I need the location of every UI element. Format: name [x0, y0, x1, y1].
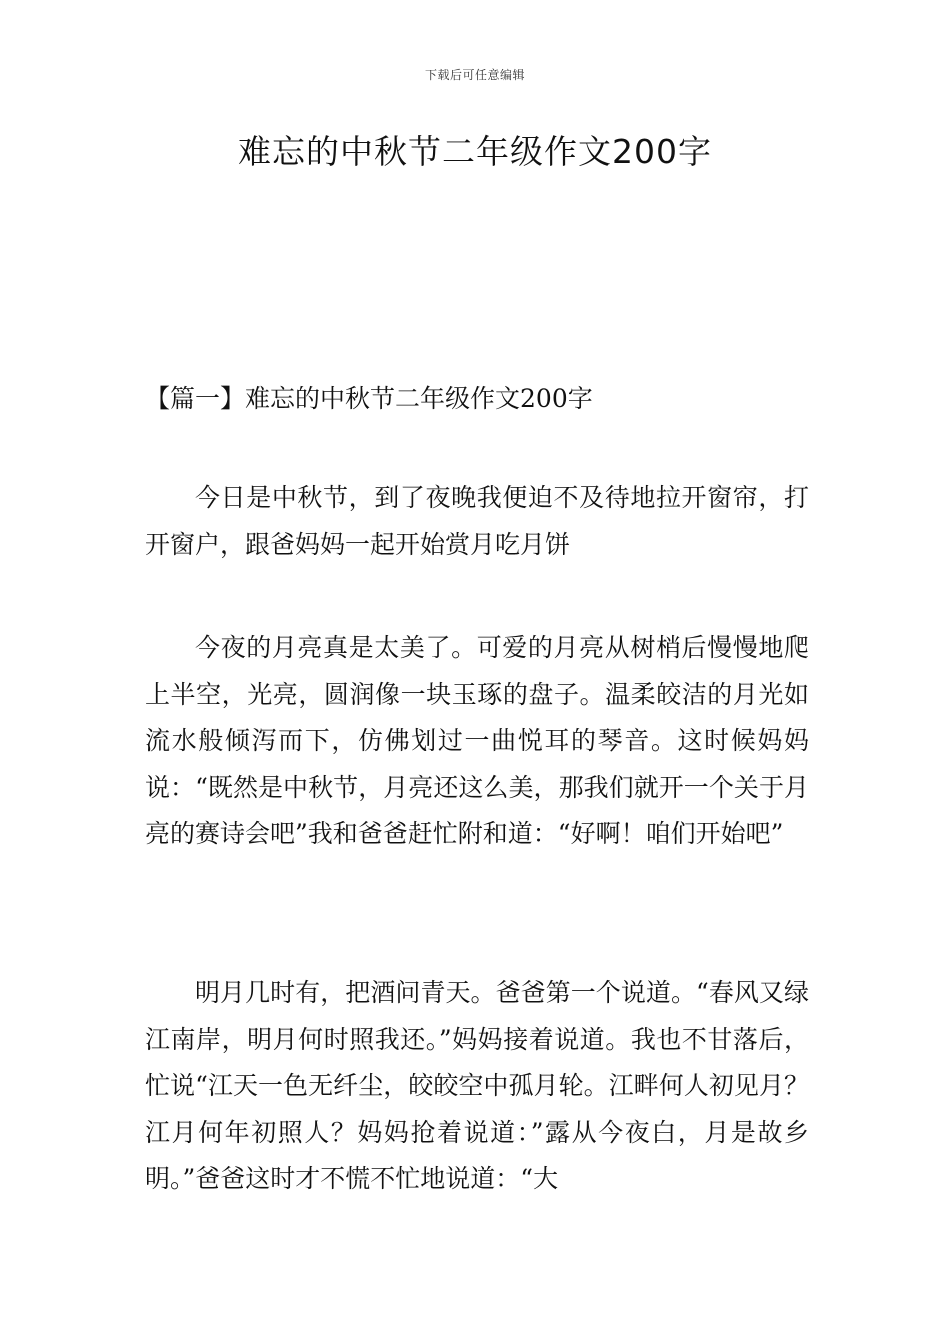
paragraph-1: 今日是中秋节，到了夜晚我便迫不及待地拉开窗帘，打开窗户，跟爸妈妈一起开始赏月吃月饼 — [145, 483, 809, 559]
paragraph-2: 今夜的月亮真是太美了。可爱的月亮从树梢后慢慢地爬上半空，光亮，圆润像一块玉琢的盘子。温柔皎洁的月光如流水般倾泻而下，仿佛划过一曲悦耳的琴音。这时候妈妈说：“既然是中秋节，月亮还这么美，那我们就开一个关于月亮的赛诗会吧”我和爸爸赶忙附和道：“好啊！咱们开始吧” — [145, 633, 809, 848]
section-heading: 【篇一】难忘的中秋节二年级作文200字 — [145, 384, 593, 413]
paragraph-3: 明月几时有，把酒问青天。爸爸第一个说道。“春风又绿江南岸，明月何时照我还。”妈妈接着说道。我也不甘落后，忙说“江天一色无纤尘，皎皎空中孤月轮。江畔何人初见月？江月何年初照人？妈妈抢着说道：”露从今夜白，月是故乡明。”爸爸这时才不慌不忙地说道：“大 — [145, 978, 809, 1193]
header-note: 下载后可任意编辑 — [424, 68, 525, 82]
page-title: 难忘的中秋节二年级作文200字 — [238, 132, 712, 171]
